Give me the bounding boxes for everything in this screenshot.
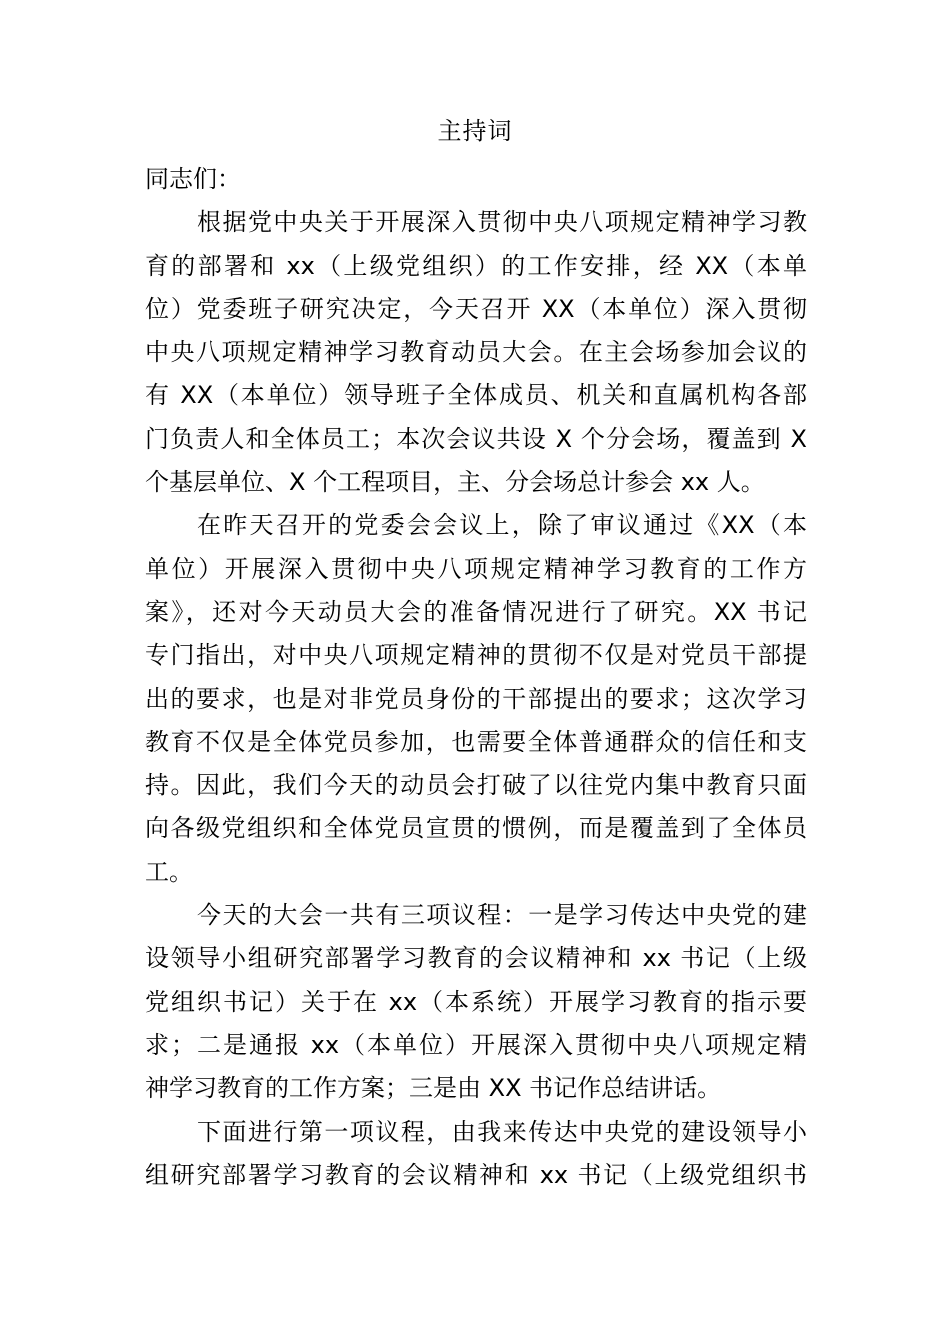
paragraph-line: 神学习教育的工作方案；三是由 XX 书记作总结讲话。: [145, 1074, 722, 1103]
paragraph-line: 在昨天召开的党委会会议上，除了审议通过《XX（本: [197, 511, 807, 540]
paragraph-line: 根据党中央关于开展深入贯彻中央八项规定精神学习教: [197, 208, 807, 237]
paragraph-line: 案》，还对今天动员大会的准备情况进行了研究。XX 书记: [145, 597, 807, 626]
paragraph-line: 求；二是通报 xx（本单位）开展深入贯彻中央八项规定精: [145, 1030, 807, 1059]
paragraph-line: 门负责人和全体员工；本次会议共设 X 个分会场，覆盖到 X: [145, 424, 807, 453]
document-body: [145, 158, 807, 1197]
paragraph-line: 位）党委班子研究决定，今天召开 XX（本单位）深入贯彻: [145, 294, 807, 323]
paragraph-4: [145, 1111, 807, 1198]
paragraph-line: 中央八项规定精神学习教育动员大会。在主会场参加会议的: [145, 338, 807, 367]
paragraph-3: [145, 894, 807, 1110]
paragraph-line: 今天的大会一共有三项议程：一是学习传达中央党的建: [197, 901, 807, 930]
paragraph-line: 党组织书记）关于在 xx（本系统）开展学习教育的指示要: [145, 987, 807, 1016]
paragraph-line: 向各级党组织和全体党员宣贯的惯例，而是覆盖到了全体员: [145, 814, 807, 843]
paragraph-line: 组研究部署学习教育的会议精神和 xx 书记（上级党组织书: [145, 1160, 807, 1189]
paragraph-line: 育的部署和 xx（上级党组织）的工作安排，经 XX（本单: [145, 251, 807, 280]
paragraph-line: 有 XX（本单位）领导班子全体成员、机关和直属机构各部: [145, 381, 807, 410]
paragraph-line: 下面进行第一项议程，由我来传达中央党的建设领导小: [197, 1117, 807, 1146]
paragraph-1: [145, 201, 807, 504]
paragraph-2: [145, 504, 807, 894]
paragraph-line: 教育不仅是全体党员参加，也需要全体普通群众的信任和支: [145, 727, 807, 756]
paragraph-line: 设领导小组研究部署学习教育的会议精神和 xx 书记（上级: [145, 944, 807, 973]
paragraph-line: 出的要求，也是对非党员身份的干部提出的要求；这次学习: [145, 684, 807, 713]
paragraph-line: 专门指出，对中央八项规定精神的贯彻不仅是对党员干部提: [145, 641, 807, 670]
paragraph-line: 工。: [145, 857, 193, 886]
paragraph-line: 单位）开展深入贯彻中央八项规定精神学习教育的工作方: [145, 554, 807, 583]
salutation: 同志们：: [145, 165, 241, 193]
paragraph-line: 持。因此，我们今天的动员会打破了以往党内集中教育只面: [145, 771, 807, 800]
paragraph-line: 个基层单位、X 个工程项目，主、分会场总计参会 xx 人。: [145, 468, 765, 497]
document-title: 主持词: [437, 117, 513, 145]
